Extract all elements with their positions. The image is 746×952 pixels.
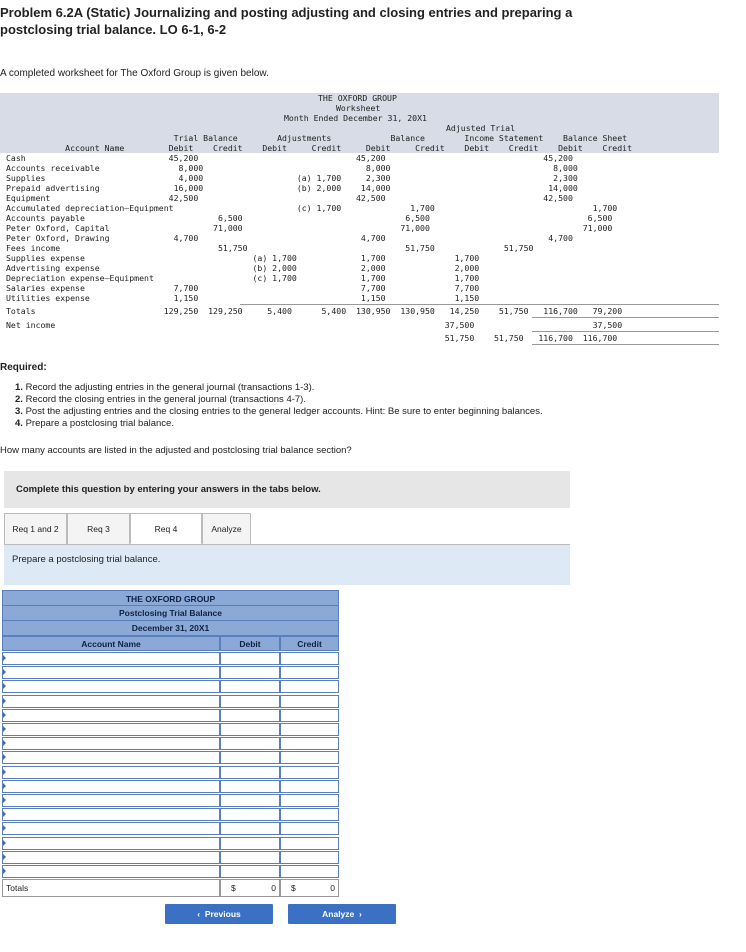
required-item: [15, 406, 543, 418]
col-header-account: Account Name: [2, 636, 220, 651]
postclosing-row: [2, 766, 339, 779]
next-analyze-button[interactable]: [288, 904, 396, 924]
account-name-input[interactable]: [2, 837, 220, 850]
credit-input[interactable]: [280, 822, 339, 835]
worksheet-row: Fees income 51,750 51,750 51,750: [6, 243, 534, 253]
required-item-num: 2.: [15, 394, 23, 405]
postclosing-title: Postclosing Trial Balance: [2, 606, 339, 621]
worksheet-row: Accounts payable 6,500 6,500 6,500: [6, 213, 613, 223]
postclosing-row: [2, 822, 339, 835]
postclosing-row: [2, 723, 339, 736]
postclosing-row: [2, 780, 339, 793]
worksheet-header-row2: Account Name Debit Credit Debit Credit Debit Credit Debit Credit Debit Credit: [6, 143, 633, 153]
credit-input[interactable]: [280, 780, 339, 793]
required-item-text: Record the closing entries in the general journal (transactions 4-7).: [22, 394, 306, 405]
debit-input[interactable]: [220, 666, 280, 679]
question-text: How many accounts are listed in the adjusted and postclosing trial balance section?: [0, 445, 352, 456]
tab-req-4[interactable]: Req 4: [130, 513, 202, 544]
account-name-input[interactable]: [2, 666, 220, 679]
debit-input[interactable]: [220, 695, 280, 708]
account-name-input[interactable]: [2, 737, 220, 750]
required-item-text: Post the adjusting entries and the closing entries to the general ledger accounts. Hint: Be sure to enter beginning balances.: [22, 406, 543, 417]
credit-input[interactable]: [280, 751, 339, 764]
postclosing-row: [2, 808, 339, 821]
debit-input[interactable]: [220, 865, 280, 878]
next-label: Analyze: [322, 909, 355, 919]
required-item: [15, 418, 543, 430]
tab-bar: [4, 513, 570, 545]
worksheet-rule: [240, 304, 719, 305]
debit-input[interactable]: [220, 723, 280, 736]
col-header-credit: Credit: [280, 636, 339, 651]
postclosing-date: December 31, 20X1: [2, 621, 339, 636]
account-name-input[interactable]: [2, 723, 220, 736]
worksheet-row: Cash 45,200 45,200 45,200: [6, 153, 573, 163]
account-name-input[interactable]: [2, 808, 220, 821]
totals-credit-cell: [280, 879, 339, 897]
totals-label-cell: [2, 879, 220, 897]
debit-input[interactable]: [220, 822, 280, 835]
credit-input[interactable]: [280, 652, 339, 665]
credit-input[interactable]: [280, 766, 339, 779]
debit-input[interactable]: [220, 737, 280, 750]
worksheet-row: Prepaid advertising 16,000 (b) 2,000 14,000 14,000: [6, 183, 578, 193]
intro-text: A completed worksheet for The Oxford Group is given below.: [0, 68, 269, 79]
worksheet-row: Equipment 42,500 42,500 42,500: [6, 193, 573, 203]
col-header-debit: Debit: [220, 636, 280, 651]
postclosing-row: [2, 794, 339, 807]
chevron-right-icon: ›: [359, 909, 362, 919]
debit-input[interactable]: [220, 808, 280, 821]
problem-title-line1: Problem 6.2A (Static) Journalizing and posting adjusting and closing entries and preparing a: [0, 5, 573, 20]
worksheet-row: Utilities expense 1,150 1,150 1,150: [6, 293, 480, 303]
required-list: [15, 382, 543, 430]
postclosing-row: [2, 737, 339, 750]
credit-input[interactable]: [280, 794, 339, 807]
credit-input[interactable]: [280, 865, 339, 878]
worksheet-row: Peter Oxford, Capital 71,000 71,000 71,000: [6, 223, 613, 233]
credit-input[interactable]: [280, 737, 339, 750]
postclosing-row: [2, 709, 339, 722]
credit-input[interactable]: [280, 680, 339, 693]
account-name-input[interactable]: [2, 822, 220, 835]
worksheet-row: Peter Oxford, Drawing 4,700 4,700 4,700: [6, 233, 573, 243]
debit-input[interactable]: [220, 680, 280, 693]
worksheet: [0, 93, 719, 348]
postclosing-row: [2, 666, 339, 679]
worksheet-row: Supplies 4,000 (a) 1,700 2,300 2,300: [6, 173, 578, 183]
required-item: [15, 394, 543, 406]
debit-input[interactable]: [220, 837, 280, 850]
postclosing-row: [2, 865, 339, 878]
worksheet-header-row1: Trial Balance Adjustments Balance Income Statement Balance Sheet: [6, 133, 628, 143]
account-name-input[interactable]: [2, 680, 220, 693]
postclosing-row: [2, 695, 339, 708]
debit-input[interactable]: [220, 766, 280, 779]
account-name-input[interactable]: [2, 865, 220, 878]
required-item: [15, 382, 543, 394]
totals-debit-symbol: $: [231, 883, 236, 893]
credit-input[interactable]: [280, 709, 339, 722]
debit-input[interactable]: [220, 851, 280, 864]
worksheet-row: Accumulated depreciation—Equipment (c) 1,700 1,700 1,700: [6, 203, 618, 213]
worksheet-row: Advertising expense (b) 2,000 2,000 2,000: [6, 263, 480, 273]
postclosing-row: [2, 652, 339, 665]
required-item-text: Record the adjusting entries in the general journal (transactions 1-3).: [22, 382, 315, 393]
account-name-input[interactable]: [2, 652, 220, 665]
account-name-input[interactable]: [2, 780, 220, 793]
credit-input[interactable]: [280, 723, 339, 736]
tab-req-3[interactable]: Req 3: [67, 513, 130, 544]
previous-button[interactable]: [165, 904, 273, 924]
account-name-input[interactable]: [2, 851, 220, 864]
tab-analyze[interactable]: Analyze: [202, 513, 251, 544]
worksheet-doc: Worksheet: [336, 103, 381, 113]
worksheet-net-income: Net income 37,500 37,500: [6, 320, 623, 330]
worksheet-adj-tb-header: Adjusted Trial: [446, 123, 516, 133]
totals-debit-cell: [220, 879, 280, 897]
instructions-text: Complete this question by entering your answers in the tabs below.: [16, 484, 321, 495]
credit-input[interactable]: [280, 695, 339, 708]
account-name-input[interactable]: [2, 751, 220, 764]
debit-input[interactable]: [220, 652, 280, 665]
debit-input[interactable]: [220, 780, 280, 793]
account-name-input[interactable]: [2, 695, 220, 708]
worksheet-totals: Totals 129,250 129,250 5,400 5,400 130,950 130,950 14,250 51,750 116,700 79,200: [6, 306, 623, 316]
account-name-input[interactable]: [2, 794, 220, 807]
debit-input[interactable]: [220, 794, 280, 807]
worksheet-rule: [532, 317, 719, 318]
worksheet-period: Month Ended December 31, 20X1: [284, 113, 427, 123]
account-name-input[interactable]: [2, 709, 220, 722]
debit-input[interactable]: [220, 751, 280, 764]
credit-input[interactable]: [280, 851, 339, 864]
required-item-num: 4.: [15, 418, 23, 429]
required-item-num: 3.: [15, 406, 23, 417]
prompt-text: Prepare a postclosing trial balance.: [12, 554, 161, 565]
previous-label: Previous: [204, 909, 241, 919]
debit-input[interactable]: [220, 709, 280, 722]
postclosing-company: THE OXFORD GROUP: [2, 590, 339, 606]
credit-input[interactable]: [280, 666, 339, 679]
postclosing-row: [2, 680, 339, 693]
required-item-text: Prepare a postclosing trial balance.: [22, 418, 174, 429]
instructions-banner: [4, 471, 570, 508]
worksheet-rule: [532, 331, 719, 332]
postclosing-totals-row: [2, 879, 339, 897]
worksheet-final: 51,750 51,750 116,700 116,700: [6, 333, 618, 343]
required-item-num: 1.: [15, 382, 23, 393]
totals-debit-value: 0: [271, 883, 276, 893]
tab-req-1-and-2[interactable]: Req 1 and 2: [4, 513, 67, 544]
totals-credit-value: 0: [330, 883, 335, 893]
worksheet-row: Salaries expense 7,700 7,700 7,700: [6, 283, 480, 293]
prompt-panel: [4, 545, 570, 585]
required-heading: Required:: [0, 362, 47, 373]
worksheet-rule: [532, 344, 719, 345]
account-name-input[interactable]: [2, 766, 220, 779]
worksheet-row: Supplies expense (a) 1,700 1,700 1,700: [6, 253, 480, 263]
totals-label: Totals: [6, 883, 29, 893]
postclosing-col-header-row: [2, 636, 339, 651]
worksheet-row: Depreciation expense—Equipment (c) 1,700 1,700 1,700: [6, 273, 480, 283]
postclosing-row: [2, 751, 339, 764]
problem-title: [0, 4, 600, 38]
chevron-left-icon: ‹: [197, 909, 201, 919]
totals-credit-symbol: $: [291, 883, 296, 893]
postclosing-row: [2, 837, 339, 850]
worksheet-company: THE OXFORD GROUP: [318, 93, 397, 103]
worksheet-row: Accounts receivable 8,000 8,000 8,000: [6, 163, 578, 173]
postclosing-row: [2, 851, 339, 864]
problem-title-line2: postclosing trial balance. LO 6-1, 6-2: [0, 22, 227, 37]
credit-input[interactable]: [280, 837, 339, 850]
credit-input[interactable]: [280, 808, 339, 821]
